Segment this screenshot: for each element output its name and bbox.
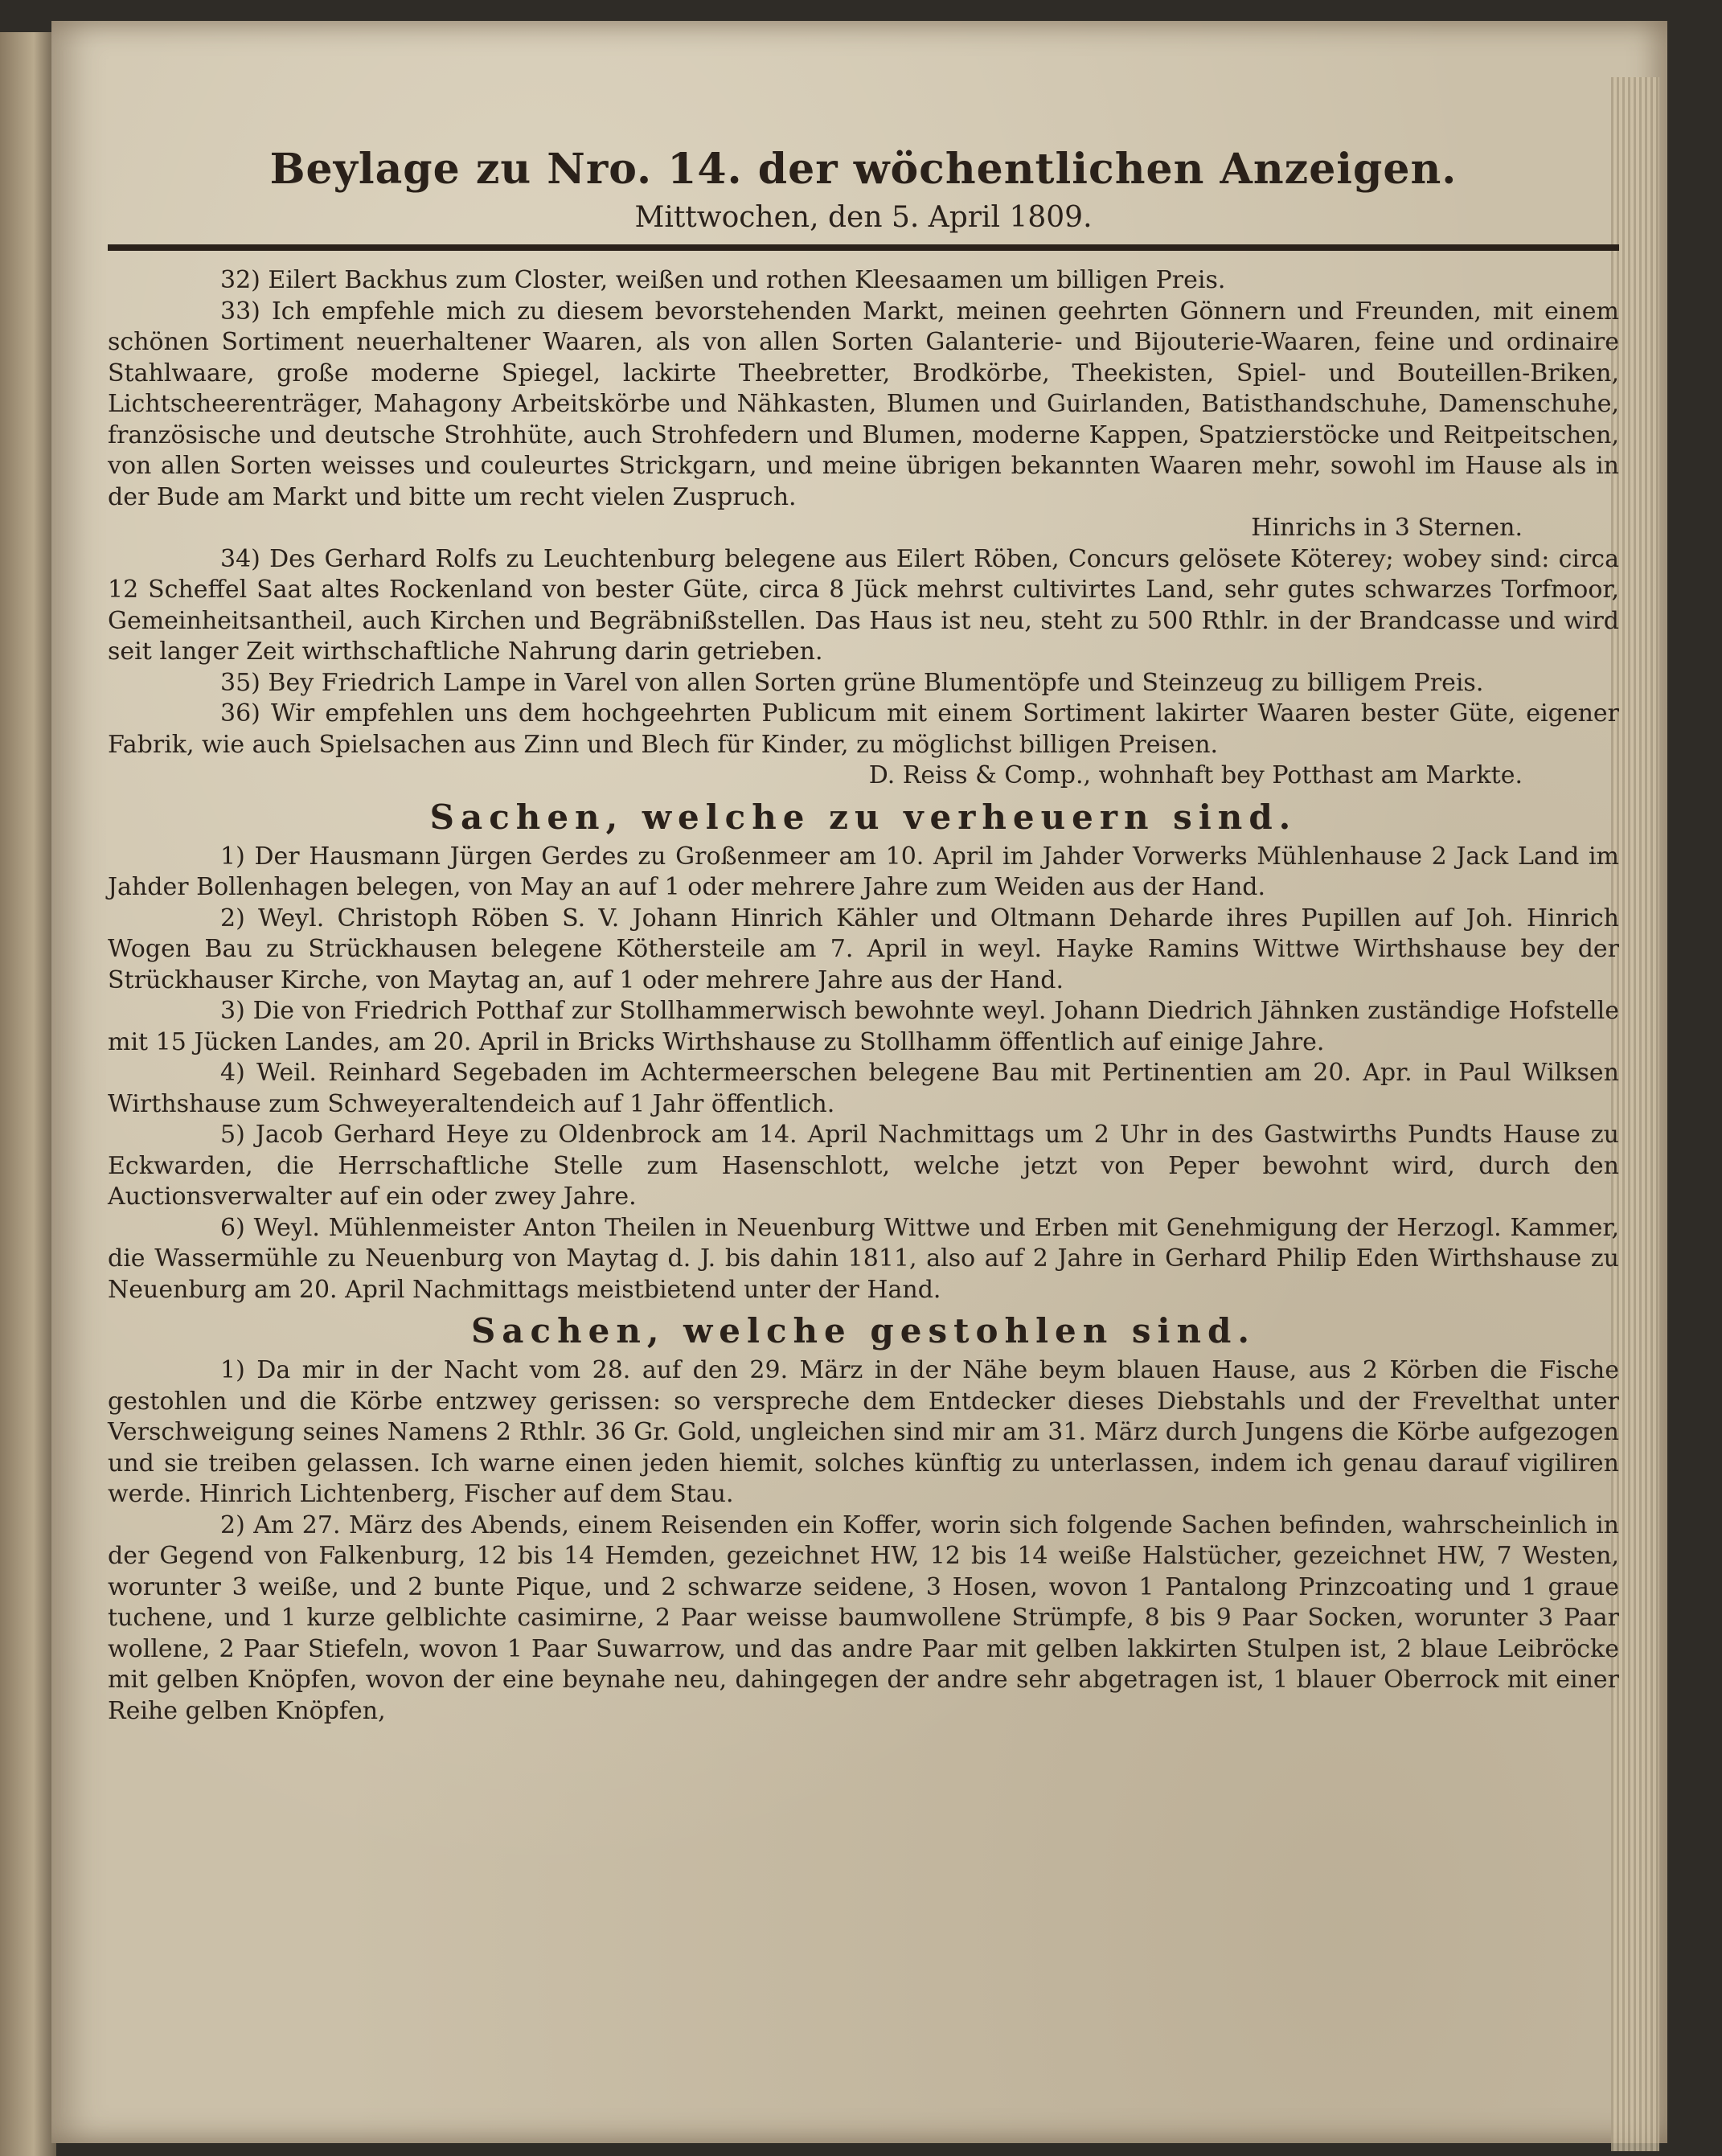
rent-notice-4: 4) Weil. Reinhard Segebaden im Achtermeerschen belegene Bau mit Pertinentien am 20. Apr. in Paul Wilksen Wirthshause zum Schweyeraltendeich auf 1 Jahr öffentlich. bbox=[108, 1059, 1619, 1118]
section-heading-stolen: Sachen, welche gestohlen sind. bbox=[470, 1311, 1257, 1351]
left-page-edge bbox=[0, 32, 56, 2156]
newspaper-page bbox=[51, 21, 1667, 2143]
rent-notice-2: 2) Weyl. Christoph Röben S. V. Johann Hinrich Kähler und Oltmann Deharde ihres Pupillen auf Joh. Hinrich Wogen Bau zu Strückhausen belegene Köthersteile am 7. April in weyl. Hayke Ramins Wittwe Wirthshause bey der Strückhauser Kirche, von Maytag an, auf 1 oder mehrere Jahre aus der Hand. bbox=[108, 904, 1619, 994]
notice-34: 34) Des Gerhard Rolfs zu Leuchtenburg belegene aus Eilert Röben, Concurs gelösete Köterey; wobey sind: circa 12 Scheffel Saat altes Rockenland von bester Güte, circa 8 Jück mehrst cultivirtes Land, sehr gutes schwarzes Torfmoor, Gemeinheitsantheil, auch Kirchen und Begräbnißstellen. Das Haus ist neu, steht zu 500 Rthlr. in der Brandcasse und wird seit langer Zeit wirthschaftliche Nahrung darin getrieben. bbox=[108, 544, 1619, 666]
rent-notice-5: 5) Jacob Gerhard Heye zu Oldenbrock am 14. April Nachmittags um 2 Uhr in des Gastwirths Pundts Hause zu Eckwarden, die Herrschaftliche Stelle zum Hasenschlott, welche jetzt von Peper bewohnt wird, durch den Auctionsverwalter auf ein oder zwey Jahre. bbox=[108, 1121, 1619, 1211]
supplement-title: Beylage zu Nro. 14. der wöchentlichen Anzeigen. bbox=[269, 145, 1458, 194]
notice-32: 32) Eilert Backhus zum Closter, weißen und rothen Kleesaamen um billigen Preis. bbox=[220, 266, 1226, 294]
stolen-notice-2: 2) Am 27. März des Abends, einem Reisenden ein Koffer, worin sich folgende Sachen befinden, wahrscheinlich in der Gegend von Falkenburg, 12 bis 14 Hemden, gezeichnet HW, 12 bis 14 weiße Halstücher, gezeichnet HW, 7 Westen, worunter 3 weiße, und 2 bunte Pique, und 2 schwarze seidene, 3 Hosen, wovon 1 Pantalong Prinzcoating und 1 graue tuchene, und 1 kurze gelblichte casimirne, 2 Paar weisse baumwollene Strümpfe, 8 bis 9 Paar Socken, worunter 3 Paar wollene, 2 Paar Stiefeln, wovon 1 Paar Suwarrow, und das andre Paar mit gelben lakkirten Stulpen ist, 2 blaue Leibröcke mit gelben Knöpfen, wovon der eine beynahe neu, dahingegen der andre sehr abgetragen ist, 1 blauer Oberrock mit einer Reihe gelben Knöpfen, bbox=[108, 1510, 1619, 1725]
stolen-notice-1: 1) Da mir in der Nacht vom 28. auf den 29. März in der Nähe beym blauen Hause, aus 2 Körben die Fische gestohlen und die Körbe entzwey gerissen: so verspreche dem Entdecker dieses Diebstahls und der Frevelthat unter Verschweigung seines Namens 2 Rthlr. 36 Gr. Gold, ungleichen sind mir am 31. März durch Jungens die Körbe aufgezogen und sie treiben gelassen. Ich warne einen jeden hiemit, solches künftig zu unterlassen, indem ich genau darauf vigiliren werde. Hinrich Lichtenberg, Fischer auf dem Stau. bbox=[108, 1356, 1619, 1508]
notice-36-signature: D. Reiss & Comp., wohnhaft bey Potthast am Markte. bbox=[868, 761, 1523, 789]
rent-notice-3: 3) Die von Friedrich Potthaf zur Stollhammerwisch bewohnte weyl. Johann Diedrich Jähnken zuständige Hofstelle mit 15 Jücken Landes, am 20. April in Bricks Wirthshause zu Stollhamm öffentlich auf einige Jahre. bbox=[108, 997, 1619, 1056]
rent-notice-6: 6) Weyl. Mühlenmeister Anton Theilen in Neuenburg Wittwe und Erben mit Genehmigung der Herzogl. Kammer, die Wassermühle zu Neuenburg von Maytag d. J. bis dahin 1811, also auf 2 Jahre in Gerhard Philip Eden Wirthshause zu Neuenburg am 20. April Nachmittags meistbietend unter der Hand. bbox=[108, 1213, 1619, 1304]
notice-35: 35) Bey Friedrich Lampe in Varel von allen Sorten grüne Blumentöpfe und Steinzeug zu billigem Preis. bbox=[220, 668, 1484, 697]
section-heading-rent: Sachen, welche zu verheuern sind. bbox=[429, 797, 1298, 837]
notice-36: 36) Wir empfehlen uns dem hochgeehrten Publicum mit einem Sortiment lakirter Waaren bester Güte, eigener Fabrik, wie auch Spielsachen aus Zinn und Blech für Kinder, zu möglichst billigen Preisen. bbox=[108, 699, 1619, 759]
rent-notice-1: 1) Der Hausmann Jürgen Gerdes zu Großenmeer am 10. April im Jahder Vorwerks Mühlenhause 2 Jack Land im Jahder Bollenhagen belegen, von May an auf 1 oder mehrere Jahre zum Weiden aus der Hand. bbox=[108, 842, 1619, 901]
notice-33-signature: Hinrichs in 3 Sternen. bbox=[1251, 514, 1523, 542]
header-rule bbox=[108, 244, 1619, 251]
page-content bbox=[108, 141, 1619, 1727]
issue-date: Mittwochen, den 5. April 1809. bbox=[634, 201, 1093, 234]
notice-33: 33) Ich empfehle mich zu diesem bevorstehenden Markt, meinen geehrten Gönnern und Freunden, mit einem schönen Sortiment neuerhaltener Waaren, als von allen Sorten Galanterie- und Bijouterie-Waaren, feine und ordinaire Stahlwaare, große moderne Spiegel, lackirte Theebretter, Brodkörbe, Theekisten, Spiel- und Bouteillen-Briken, Lichtscheerenträger, Mahagony Arbeitskörbe und Nähkasten, Blumen und Guirlanden, Batisthandschuhe, Damenschuhe, französische und deutsche Strohhüte, auch Strohfedern und Blumen, moderne Kappen, Spatzierstöcke und Reitpeitschen, von allen Sorten weisses und couleurtes Strickgarn, und meine übrigen bekannten Waaren mehr, sowohl im Hause als in der Bude am Markt und bitte um recht vielen Zuspruch. bbox=[108, 297, 1619, 511]
